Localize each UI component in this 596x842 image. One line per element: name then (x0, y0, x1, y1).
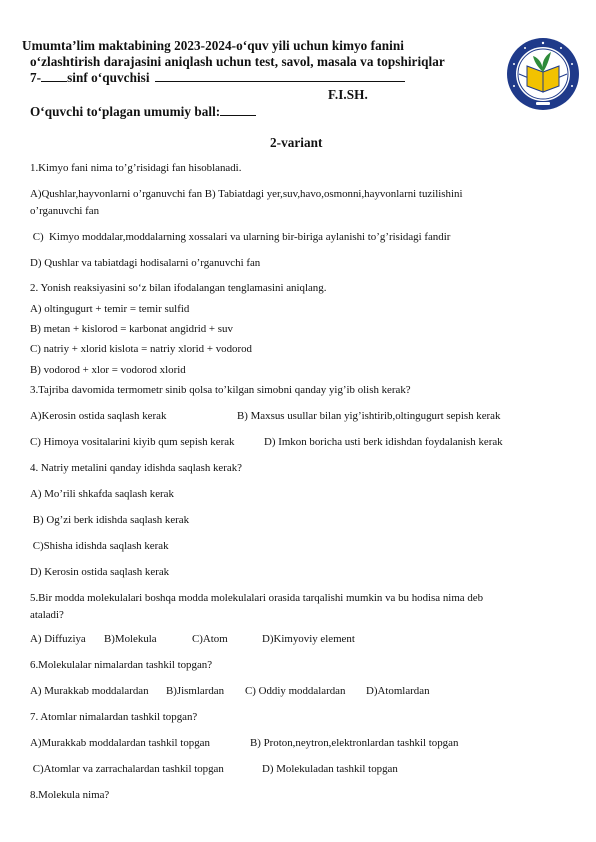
question-2-text: 2. Yonish reaksiyasini so‘z bilan ifodalangan tenglamasini aniqlang. (30, 282, 327, 294)
question-5-option-d: D)Kimyoviy element (262, 633, 355, 645)
question-3-option-b: B) Maxsus usullar bilan yig’ishtirib,oltingugurt sepish kerak (237, 410, 501, 422)
question-1-option-d: D) Qushlar va tabiatdagi hodisalarni o’rganuvchi fan (30, 257, 261, 269)
question-5-option-c: C)Atom (192, 633, 228, 645)
variant-title: 2-variant (270, 135, 323, 150)
question-1-options-ab-cont: o’rganuvchi fan (30, 205, 100, 217)
question-1-text: 1.Kimyo fani nima to’g’risidagi fan hisoblanadi. (30, 162, 242, 174)
question-2-option-a: A) oltingugurt + temir = temir sulfid (30, 303, 190, 315)
score-label: O‘quvchi to‘plagan umumiy ball: (30, 104, 221, 119)
question-6-option-d: D)Atomlardan (366, 685, 430, 697)
question-7-option-b: B) Proton,neytron,elektronlardan tashkil topgan (250, 737, 459, 749)
question-7-option-c: C)Atomlar va zarrachalardan tashkil topgan (30, 763, 224, 775)
question-5-text: 5.Bir modda molekulalari boshqa modda molekulalari orasida tarqalishi mumkin va bu hodisa nima deb (30, 592, 484, 604)
school-emblem-icon (505, 36, 581, 112)
question-4-option-d: D) Kerosin ostida saqlash kerak (30, 566, 170, 578)
grade-prefix: 7- (30, 70, 42, 85)
question-7-text: 7. Atomlar nimalardan tashkil topgan? (30, 711, 198, 723)
question-6-option-b: B)Jismlardan (166, 685, 225, 697)
question-6-text: 6.Molekulalar nimalardan tashkil topgan? (30, 659, 213, 671)
question-4-text: 4. Natriy metalini qanday idishda saqlash kerak? (30, 462, 243, 474)
score-blank (220, 104, 256, 116)
question-2-option-c: C) natriy + xlorid kislota = natriy xlorid + vodorod (30, 343, 252, 355)
question-7-option-a: A)Murakkab moddalardan tashkil topgan (30, 737, 210, 749)
question-5-option-a: A) Diffuziya (30, 633, 86, 645)
question-1-options-ab: A)Qushlar,hayvonlarni o’rganuvchi fan B) Tabiatdagi yer,suv,havo,osmonni,hayvonlarni tuzilishini (30, 188, 463, 200)
grade-blank (41, 70, 67, 82)
header-line-3 (30, 70, 405, 86)
fish-label: F.I.SH. (328, 87, 368, 102)
question-2-option-b: B) metan + kislorod = karbonat angidrid + suv (30, 323, 233, 335)
question-3-text: 3.Tajriba davomida termometr sinib qolsa to’kilgan simobni qanday yig’ib olish kerak? (30, 384, 411, 396)
question-4-option-a: A) Mo’rili shkafda saqlash kerak (30, 488, 174, 500)
header-line-1: Umumta’lim maktabining 2023-2024-o‘quv yili uchun kimyo fanini (22, 38, 404, 53)
question-6-option-a: A) Murakkab moddalardan (30, 685, 149, 697)
question-1-option-c: C) Kimyo moddalar,moddalarning xossalari va ularning bir-biriga aylanishi to’g’risidagi fandir (30, 231, 451, 243)
question-3-option-c: C) Himoya vositalarini kiyib qum sepish kerak (30, 436, 235, 448)
student-name-blank (155, 70, 405, 82)
grade-suffix-label: sinf o‘quvchisi (67, 70, 150, 85)
question-8-text: 8.Molekula nima? (30, 789, 110, 801)
question-4-option-c: C)Shisha idishda saqlash kerak (30, 540, 169, 552)
question-6-option-c: C) Oddiy moddalardan (245, 685, 346, 697)
score-line (30, 104, 256, 120)
question-5-option-b: B)Molekula (104, 633, 157, 645)
header-line-2: o‘zlashtirish darajasini aniqlash uchun test, savol, masala va topshiriqlar (30, 54, 445, 69)
question-2-option-d: B) vodorod + xlor = vodorod xlorid (30, 364, 186, 376)
question-5-text-cont: ataladi? (30, 609, 64, 621)
question-3-option-d: D) Imkon boricha usti berk idishdan foydalanish kerak (264, 436, 503, 448)
question-7-option-d: D) Molekuladan tashkil topgan (262, 763, 398, 775)
question-3-option-a: A)Kerosin ostida saqlash kerak (30, 410, 167, 422)
question-4-option-b: B) Og’zi berk idishda saqlash kerak (30, 514, 190, 526)
